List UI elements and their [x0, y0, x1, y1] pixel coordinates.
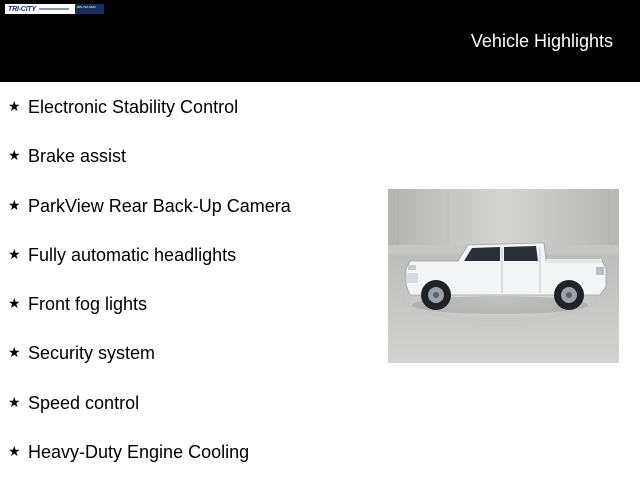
star-icon: ★ — [8, 196, 21, 213]
list-item — [8, 144, 291, 193]
logo-phone: 905-792-9482 — [75, 4, 104, 14]
list-item — [8, 243, 291, 292]
feature-label: Heavy-Duty Engine Cooling — [28, 442, 250, 463]
feature-label: Security system — [28, 343, 156, 364]
star-icon: ★ — [8, 245, 21, 262]
truck-image — [388, 189, 619, 363]
feature-list — [8, 95, 291, 480]
star-icon: ★ — [8, 295, 21, 312]
feature-label: Brake assist — [28, 146, 127, 167]
feature-label: Front fog lights — [28, 294, 148, 315]
list-item — [8, 391, 291, 440]
vehicle-photo[interactable] — [388, 189, 619, 363]
star-icon: ★ — [8, 393, 21, 410]
logo-swoosh — [39, 8, 69, 10]
header-bar — [0, 0, 640, 82]
feature-label: ParkView Rear Back-Up Camera — [28, 195, 291, 216]
feature-label: Speed control — [28, 392, 140, 413]
list-item — [8, 341, 291, 390]
feature-label: Fully automatic headlights — [28, 244, 237, 265]
list-item — [8, 95, 291, 144]
star-icon: ★ — [8, 98, 21, 114]
logo-wordmark: TRI-CITY — [5, 4, 75, 14]
page-title: Vehicle Highlights — [470, 31, 613, 51]
list-item — [8, 292, 291, 341]
star-icon: ★ — [8, 443, 21, 460]
dealer-logo[interactable] — [5, 4, 104, 14]
feature-label: Electronic Stability Control — [28, 97, 239, 117]
star-icon: ★ — [8, 344, 21, 361]
list-item — [8, 440, 291, 480]
list-item — [8, 194, 291, 243]
star-icon: ★ — [8, 147, 21, 164]
